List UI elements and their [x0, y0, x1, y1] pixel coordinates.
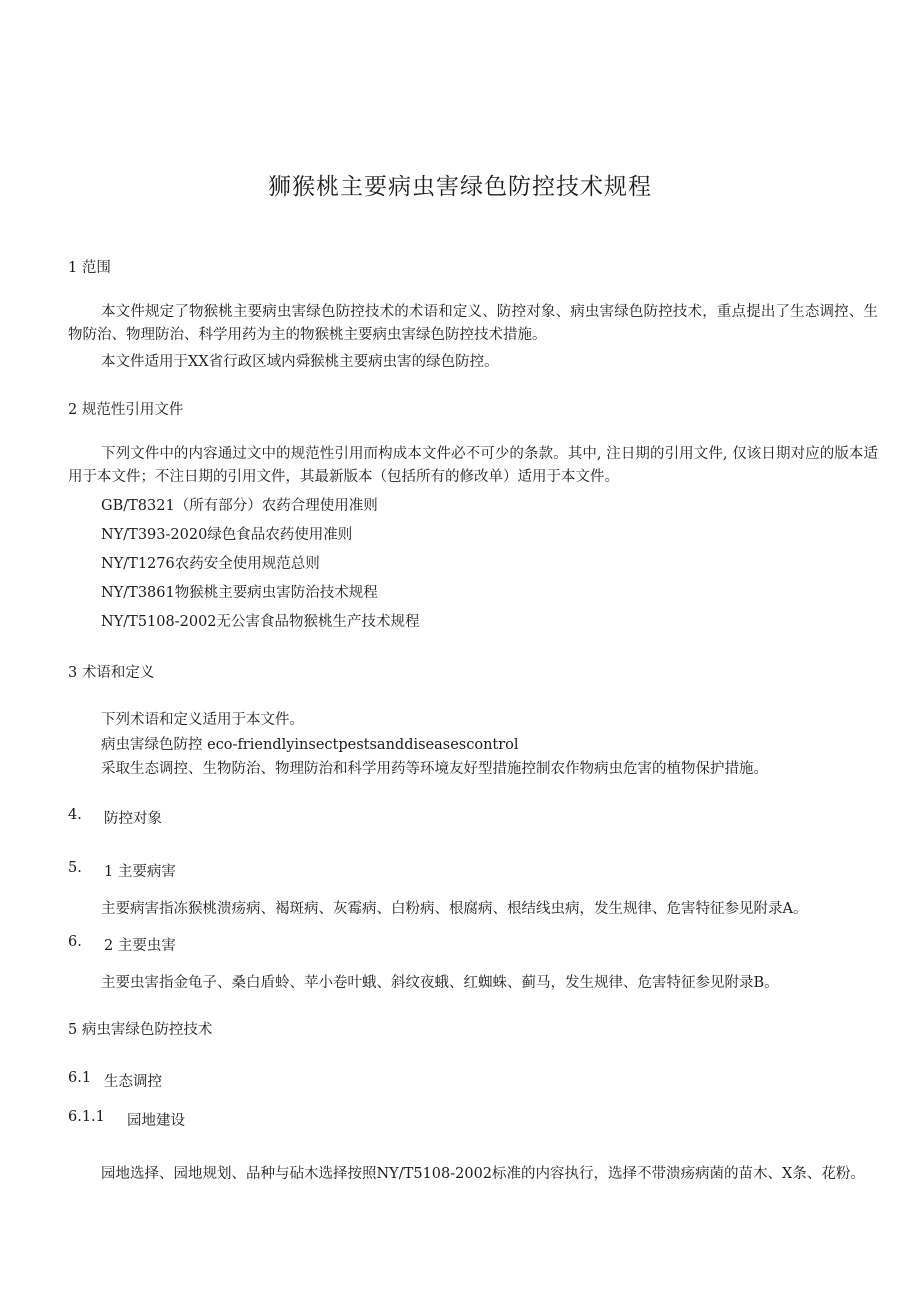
section-1-paragraph-1: 本文件规定了物猴桃主要病虫害绿色防控技术的术语和定义、防控对象、病虫害绿色防控技术，重点提出了生态调控、生物防治、物理防治、科学用药为主的物猴桃主要病虫害绿色防控技术措施。: [68, 304, 878, 343]
item-5-text: 主要病害指冻猴桃溃疡病、褐斑病、灰霉病、白粉病、根腐病、根结线虫病，发生规律、危害特征参见附录A。: [101, 901, 808, 917]
definition-intro: 下列术语和定义适用于本文件。: [101, 712, 304, 728]
reference-item: NY/T3861物猴桃主要病虫害防治技术规程: [101, 585, 378, 601]
reference-item: NY/T1276农药安全使用规范总则: [101, 556, 320, 572]
subsection-6-1-title: 生态调控: [104, 1074, 162, 1090]
section-4-heading: 防控对象: [104, 811, 162, 827]
item-6-title: 2 主要虫害: [104, 938, 176, 954]
definition-text: 采取生态调控、生物防治、物理防治和科学用药等环境友好型措施控制农作物病虫危害的植物保护措施。: [101, 761, 768, 777]
subsection-6-1-number: 6.1: [68, 1070, 92, 1086]
section-2-heading: 2 规范性引用文件: [68, 402, 184, 418]
definition-term: 病虫害绿色防控 eco-friendlyinsectpestsanddiseasescontrol: [101, 737, 519, 753]
reference-item: GB/T8321（所有部分）农药合理使用准则: [101, 498, 378, 514]
section-1-heading: 1 范围: [68, 260, 111, 276]
page-title: 狮猴桃主要病虫害绿色防控技术规程: [268, 174, 652, 200]
section-6-1-1-paragraph: 园地选择、园地规划、品种与砧木选择按照NY/T5108-2002标准的内容执行，选择不带溃疡病菌的苗木、X条、花粉。: [101, 1166, 865, 1182]
subsection-6-1-1-title: 园地建设: [127, 1113, 185, 1129]
item-6-number: 6.: [68, 934, 82, 950]
item-5-number: 5.: [68, 860, 82, 876]
section-5-heading: 5 病虫害绿色防控技术: [68, 1022, 213, 1038]
item-5-title: 1 主要病害: [104, 864, 176, 880]
reference-item: NY/T393-2020绿色食品农药使用准则: [101, 527, 353, 543]
subsection-6-1-1-number: 6.1.1: [68, 1109, 105, 1125]
section-3-heading: 3 术语和定义: [68, 665, 155, 681]
item-6-text: 主要虫害指金龟子、桑白盾蛉、苹小卷叶蛾、斜纹夜蛾、红蜘蛛、蓟马，发生规律、危害特征参见附录B。: [101, 975, 779, 991]
reference-item: NY/T5108-2002无公害食品物猴桃生产技术规程: [101, 614, 420, 630]
section-4-number: 4.: [68, 807, 82, 823]
section-2-paragraph-1: 下列文件中的内容通过文中的规范性引用而构成本文件必不可少的条款。其中, 注日期的引用文件, 仅该日期对应的版本适用于本文件；不注日期的引用文件，其最新版本（包括所有的修改单）适用于本文件。: [68, 446, 878, 485]
section-1-paragraph-2: 本文件适用于XX省行政区域内舜猴桃主要病虫害的绿色防控。: [101, 354, 499, 370]
